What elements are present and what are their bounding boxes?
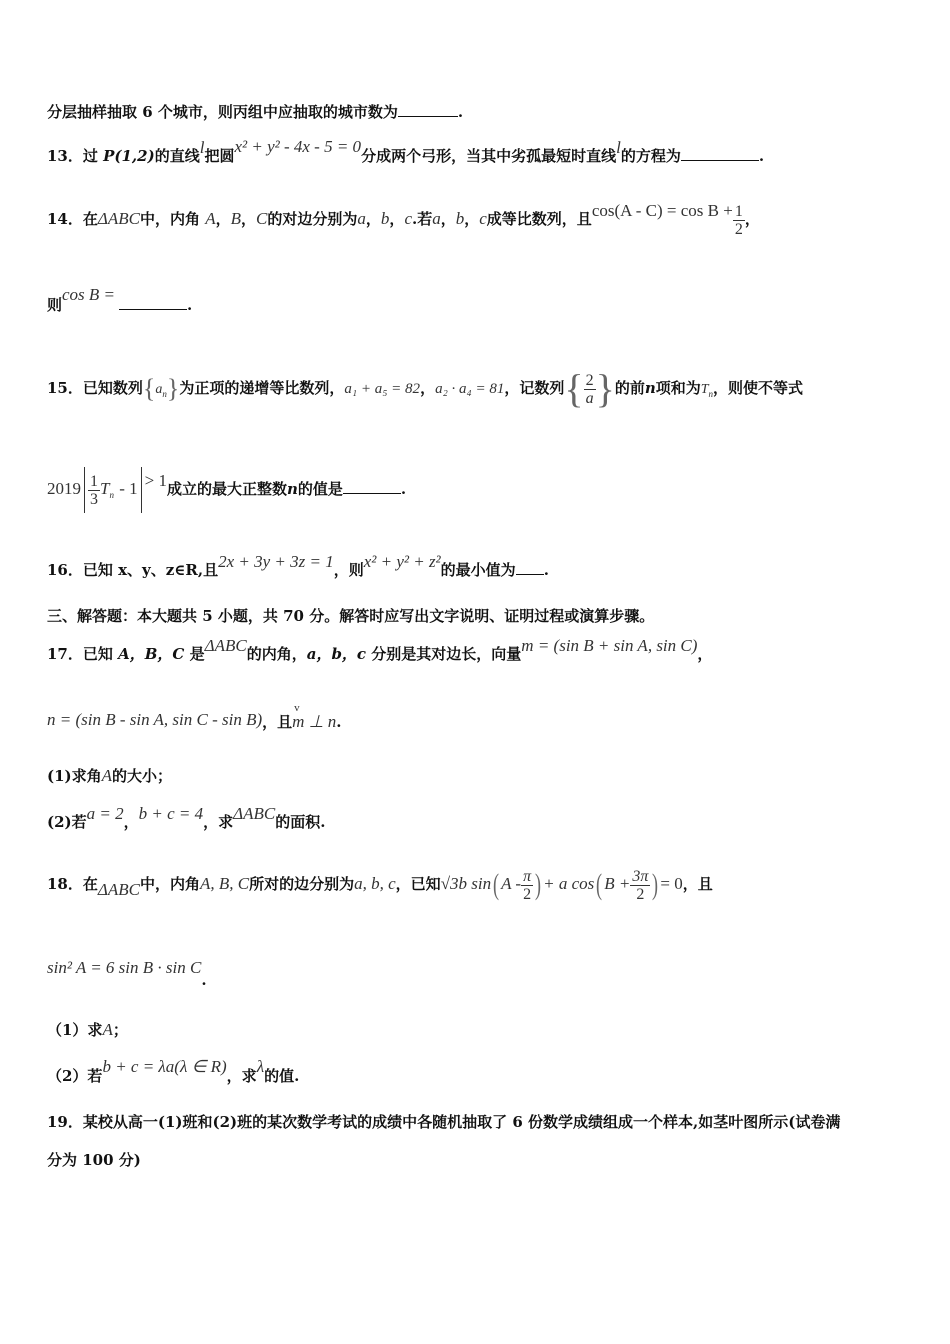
answer-blank	[119, 295, 187, 310]
question-14: 14．在ΔABC中，内角 A，B，C的对边分别为a，b，c.若a，b，c成等比数列，且cos(A - C) = cos B + $\frac{1}{2}$ ，	[47, 201, 760, 238]
answer-blank	[343, 479, 401, 494]
question-15: 15．已知数列$\{a_n\}$为正项的递增等比数列，a₁ + a₅ = 82，a₂ · a₄ = 81，记数列{ $\frac{2}{a}$ }的前n项和为$T_n$，则使不等式	[47, 366, 804, 411]
question-16: 16．已知 x、y、z∈R,且2x + 3y + 3z = 1，则x² + y² + z²的最小值为 .	[47, 552, 549, 579]
answer-blank	[398, 102, 458, 117]
question-19-line2: 分为 100 分)	[47, 1151, 141, 1169]
answer-blank	[516, 560, 544, 575]
question-17-line2: n = (sin B - sin A, sin C - sin B)，且v m ⊥ n.	[47, 712, 342, 732]
question-17: 17．已知 A，B，C 是ΔABC的内角，a，b，c 分别是其对边长，向量m = (sin B + sin A, sin C)，	[47, 636, 713, 663]
abs-bar-right	[141, 467, 142, 513]
fraction-pi-over-2: $\frac{\pi}{2}$	[523, 867, 532, 903]
fraction-half: $\frac{1}{2}$	[734, 202, 743, 238]
fraction-3pi-over-2: $\frac{3\pi}{2}$	[632, 867, 649, 903]
question-15-line2: 2019 $\frac{1}{3}$ $T_n - 1 > 1$成立的最大正整数n的值是 .	[47, 466, 406, 518]
question-14-line2: 则cos B =.	[47, 285, 193, 314]
question-18: 18．在ΔABC中，内角A, B, C所对的边分别为a, b, c，已知√3b sin( A - $\frac{\pi}{2}$ ) + a cos( B + $\frac{3\pi}{2}$ ) = 0，且	[47, 867, 713, 903]
fraction-one-third: $\frac{1}{3}$	[90, 472, 98, 508]
question-18-part1: （1）求A；	[47, 1020, 128, 1039]
question-17-part2: (2)若a = 2，b + c = 4，求ΔABC的面积.	[47, 804, 326, 831]
question-17-part1: (1)求角A的大小；	[47, 766, 173, 785]
perpendicular-vectors: v m ⊥ n	[292, 712, 336, 732]
question-13: 13．过 P(1,2)的直线l把圆x² + y² - 4x - 5 = 0分成两个弓形，当其中劣孤最短时直线l的方程为 .	[47, 137, 765, 165]
fraction-2-over-an: $\frac{2}{a}$	[585, 371, 594, 407]
answer-blank	[681, 146, 759, 161]
question-19: 19．某校从高一(1)班和(2)班的某次数学考试的成绩中各随机抽取了 6 份数学成绩组成一个样本,如茎叶图所示(试卷满	[47, 1113, 841, 1131]
question-18-line2: sin² A = 6 sin B · sin C.	[47, 958, 207, 989]
section-3-heading: 三、解答题：本大题共 5 小题，共 70 分。解答时应写出文字说明、证明过程或演算步骤。	[47, 607, 655, 625]
abs-bar-left	[84, 467, 85, 513]
line-top: 分层抽样抽取 6 个城市，则丙组中应抽取的城市数为 .	[47, 103, 464, 121]
question-18-part2: （2）若b + c = λa(λ ∈ R)，求λ的值.	[47, 1057, 300, 1085]
